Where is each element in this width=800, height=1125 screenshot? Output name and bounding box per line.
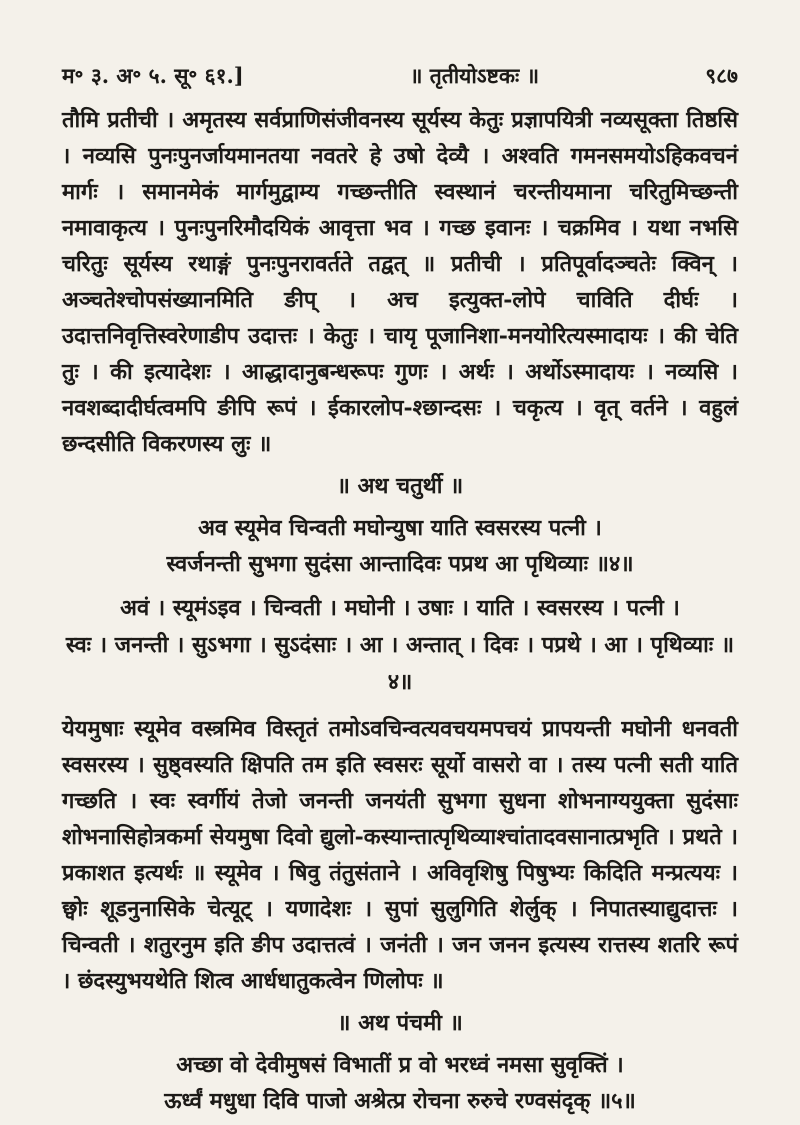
commentary-paragraph-2: येयमुषाः स्यूमेव वस्त्रमिव विस्तृतं तमोऽवचिन्वत्यवचयमपचयं प्रापयन्ती मघोनी धनवती स्वसरस्य । सुष्ठ्वस्यति क्षिपति तम इति स्वसरः सूर्यो वासरो वा । तस्य पत्नी सती याति गच्छति । स्वः स्वर्गीयं तेजो जनन्ती जनयंती सुभगा सुधना शोभनाग्ययुक्ता सुदंसाः शोभनासिहोत्रकर्मा सेयमुषा दिवो द्युलो-कस्यान्तात्पृथिव्याश्चांतादवसानात्प्रभृति । प्रथते । प्रकाशत इत्यर्थः ॥ स्यूमेव । षिवु तंतुसंताने । अविवृशिषु पिषुभ्यः किदिति मन्प्रत्ययः । छ्वोः शूडनुनासिके चेत्यूट् । यणादेशः । सुपां सुलुगिति शेर्लुक् । निपातस्याद्युदात्तः । चिन्वती । शतुरनुम इति ङीप उदात्तत्वं । जनंती । जन जनन इत्यस्य रात्तस्य शतरि रूपं । छंदस्युभयथेति शित्व आर्धधातुकत्वेन णिलोपः ॥ <box>62 716 738 994</box>
padapatha-line: स्वः । जनन्ती । सुऽभगा । सुऽदंसाः । आ । अन्तात् । दिवः । पप्रथे । आ । पृथिव्याः ॥४॥ <box>65 632 735 695</box>
padapatha-line: अवं । स्यूमंऽइव । चिन्वती । मघोनी । उषाः । याति । स्वसरस्य । पत्नी । <box>120 595 680 621</box>
verse-line: अच्छा वो देवीमुषसं विभातीं प्र वो भरध्वं नमसा सुवृक्तिं । <box>176 1052 624 1078</box>
verse-line: स्वर्जनन्ती सुभगा सुदंसा आन्तादिवः पप्रथ आ पृथिव्याः ॥४॥ <box>166 551 634 577</box>
section-heading-4: ॥ अथ चतुर्थी ॥ <box>336 473 464 499</box>
verse-5 <box>62 1047 738 1119</box>
verse-line: अव स्यूमेव चिन्वती मघोन्युषा याति स्वसरस्य पत्नी । <box>198 515 602 541</box>
commentary-paragraph-1: तौमि प्रतीची । अमृतस्य सर्वप्राणिसंजीवनस्य सूर्यस्य केतुः प्रज्ञापयित्री नव्यसूक्ता तिष्ठसि । नव्यसि पुनःपुनर्जायमानतया नवतरे हे उषो देव्यै । अश्वति गमनसमयोऽहिकवचनं मार्गः । समानमेकं मार्गमुद्वाम्य गच्छन्तीति स्वस्थानं चरन्तीयमाना चरितुमिच्छन्ती नमावाकृत्य । पुनःपुनरिमौदयिकं आवृत्ता भव । गच्छ इवानः । चक्रमिव । यथा नभसि चरितुः सूर्यस्य रथाङ्गं पुनःपुनरावर्तते तद्वत् ॥ प्रतीची । प्रतिपूर्वादञ्चतेः क्विन् । अञ्चतेश्चोपसंख्यानमिति ङीप् । अच इत्युक्त-लोपे चाविति दीर्घः । उदात्तनिवृत्तिस्वरेणाडीप उदात्तः । केतुः । चायृ पूजानिशा-मनयोरित्यस्मादायः । की चेति तुः । की इत्यादेशः । आद्धादानुबन्धरूपः गुणः । अर्थः । अर्थोऽस्मादायः । नव्यसि । नवशब्दादीर्घत्वमपि ङीपि रूपं । ईकारलोप-श्छान्दसः । चकृत्य । वृत् वर्तने । वहुलं छन्दसीति विकरणस्य लुः ॥ <box>62 107 738 457</box>
padapatha-4 <box>62 590 738 701</box>
verse-4 <box>62 510 738 582</box>
header-title: ॥ तृतीयोऽष्टकः ॥ <box>409 63 540 88</box>
page-header <box>62 62 738 90</box>
verse-line: ऊर्ध्वं मधुधा दिवि पाजो अश्रेत्प्र रोचना रुरुचे रण्वसंदृक् ॥५॥ <box>164 1088 636 1114</box>
page-number: ९८७ <box>705 63 738 88</box>
section-heading-5: ॥ अथ पंचमी ॥ <box>337 1010 463 1036</box>
header-reference: म॰ ३. अ॰ ५. सू॰ ६१.] <box>62 63 244 88</box>
